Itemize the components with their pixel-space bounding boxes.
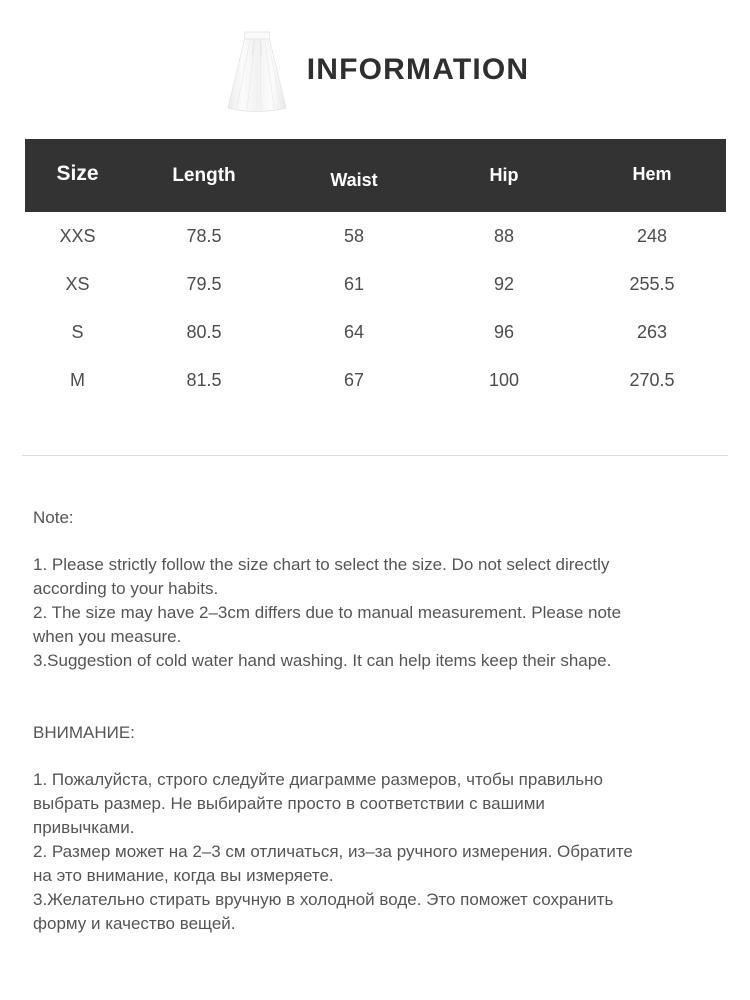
cell-length: 79.5	[186, 274, 222, 294]
cell-length: 81.5	[186, 370, 222, 390]
page-title: INFORMATION	[306, 53, 530, 86]
note-en-1-line-2: according to your habits.	[33, 579, 219, 598]
note-en-1-line-1: 1. Please strictly follow the size chart to select the size. Do not select directly	[33, 555, 610, 574]
cell-size: XXS	[59, 226, 96, 246]
column-header-hem: Hem	[632, 163, 672, 184]
cell-length: 80.5	[186, 322, 222, 342]
column-header-length: Length	[172, 165, 236, 186]
cell-hem: 248	[636, 226, 668, 246]
table-row	[25, 356, 726, 404]
size-chart-table	[25, 139, 726, 404]
page-header	[0, 22, 750, 118]
cell-size: XS	[65, 274, 90, 294]
note-ru-3-line-1: 3.Желательно стирать вручную в холодной воде. Это поможет сохранить	[33, 890, 614, 909]
cell-size: S	[71, 322, 84, 342]
cell-waist: 61	[343, 274, 365, 294]
note-ru-3-line-2: форму и качество вещей.	[33, 914, 236, 933]
cell-waist: 58	[343, 226, 365, 246]
cell-size: M	[70, 370, 85, 390]
column-header-hip: Hip	[489, 164, 519, 185]
note-en-3	[33, 649, 723, 673]
cell-hem: 263	[636, 322, 668, 342]
note-en-1	[33, 553, 723, 601]
skirt-thumbnail-icon	[221, 24, 293, 116]
column-header-size: Size	[56, 162, 99, 185]
notes-heading-ru: ВНИМАНИЕ:	[33, 723, 135, 742]
note-en-2-line-2: when you measure.	[33, 627, 182, 646]
note-en-3-line-1: 3.Suggestion of cold water hand washing. It can help items keep their shape.	[33, 651, 612, 670]
note-ru-1	[33, 768, 723, 840]
note-ru-2-line-1: 2. Размер может на 2–3 см отличаться, из–за ручного измерения. Обратите	[33, 842, 633, 861]
notes-section	[33, 506, 723, 936]
note-ru-1-line-2: выбрать размер. Не выбирайте просто в соответствии с вашими	[33, 794, 545, 813]
cell-hem: 255.5	[629, 274, 675, 294]
note-ru-3	[33, 888, 723, 936]
notes-heading-en: Note:	[33, 508, 74, 527]
cell-hem: 270.5	[629, 370, 675, 390]
table-row	[25, 308, 726, 356]
table-row	[25, 212, 726, 260]
cell-hip: 100	[488, 370, 520, 390]
table-row	[25, 260, 726, 308]
cell-hip: 88	[493, 226, 515, 246]
note-ru-2-line-2: на это внимание, когда вы измеряете.	[33, 866, 334, 885]
cell-hip: 96	[493, 322, 515, 342]
column-header-waist: Waist	[330, 169, 378, 190]
table-header-row	[25, 139, 726, 212]
cell-waist: 67	[343, 370, 365, 390]
cell-waist: 64	[343, 322, 365, 342]
note-en-2	[33, 601, 723, 649]
note-ru-1-line-3: привычками.	[33, 818, 135, 837]
note-en-2-line-1: 2. The size may have 2–3cm differs due to manual measurement. Please note	[33, 603, 622, 622]
note-ru-2	[33, 840, 723, 888]
note-ru-1-line-1: 1. Пожалуйста, строго следуйте диаграмме размеров, чтобы правильно	[33, 770, 603, 789]
cell-hip: 92	[493, 274, 515, 294]
section-divider	[22, 455, 728, 456]
cell-length: 78.5	[186, 226, 222, 246]
